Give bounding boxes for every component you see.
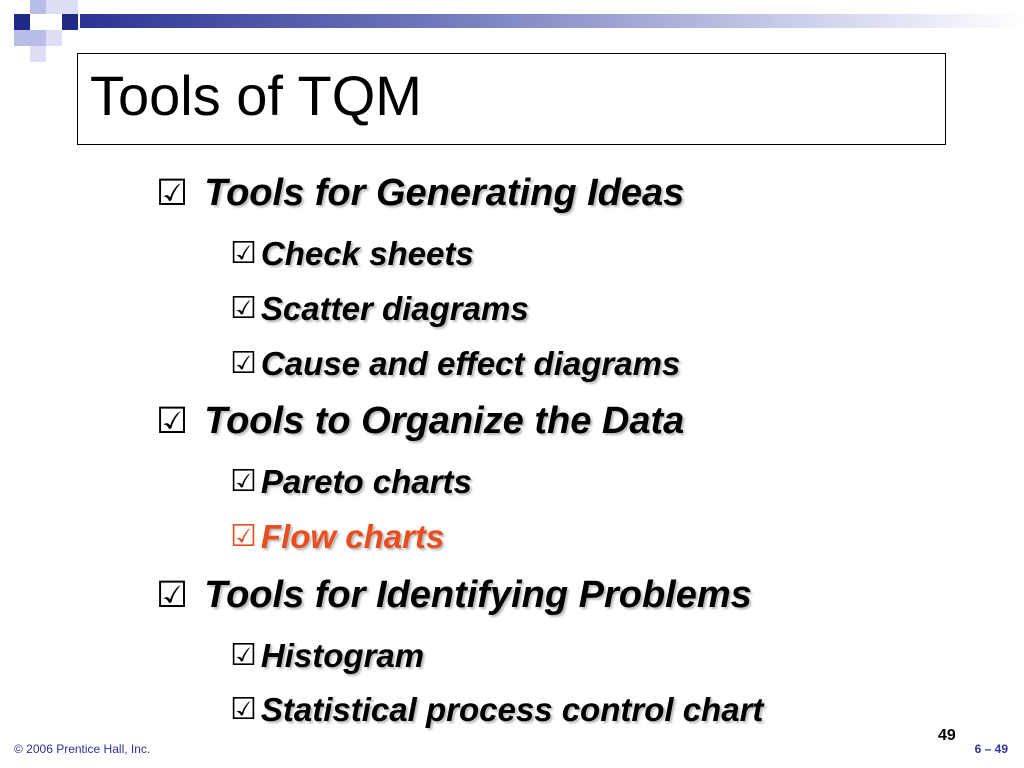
checkbox-checked-icon: ☑	[230, 464, 257, 499]
list-item	[230, 691, 763, 729]
slide-title: Tools of TQM	[90, 64, 422, 127]
list-item-highlighted	[230, 518, 444, 556]
list-item	[156, 400, 684, 443]
list-item-label: Pareto charts	[260, 463, 472, 500]
checkbox-checked-icon: ☑	[156, 400, 189, 442]
checkbox-checked-icon: ☑	[230, 638, 257, 673]
list-item-label: Flow charts	[260, 518, 445, 555]
list-item-label: Statistical process control chart	[260, 691, 764, 728]
list-item-label: Tools for Identifying Problems	[204, 574, 752, 616]
checkbox-checked-icon: ☑	[156, 172, 189, 214]
checkbox-checked-icon: ☑	[230, 519, 257, 554]
slide-reference: 6 – 49	[974, 742, 1008, 756]
list-item-label: Cause and effect diagrams	[260, 345, 681, 382]
checkbox-checked-icon: ☑	[230, 692, 257, 727]
checkbox-checked-icon: ☑	[230, 291, 257, 326]
checkbox-checked-icon: ☑	[230, 346, 257, 381]
checkbox-checked-icon: ☑	[156, 574, 189, 616]
copyright-footer: © 2006 Prentice Hall, Inc.	[14, 742, 151, 756]
page-number: 49	[938, 727, 956, 744]
list-item-label: Check sheets	[260, 235, 474, 272]
list-item	[230, 637, 424, 675]
list-item-label: Tools to Organize the Data	[204, 400, 685, 442]
list-item-label: Scatter diagrams	[260, 290, 529, 327]
list-item-label: Histogram	[260, 637, 425, 674]
list-item	[230, 463, 472, 501]
list-item	[156, 172, 684, 215]
list-item	[156, 574, 752, 617]
list-item-label: Tools for Generating Ideas	[204, 172, 685, 214]
checkbox-checked-icon: ☑	[230, 236, 257, 271]
list-item	[230, 235, 474, 273]
list-item	[230, 290, 529, 328]
list-item	[230, 345, 680, 383]
